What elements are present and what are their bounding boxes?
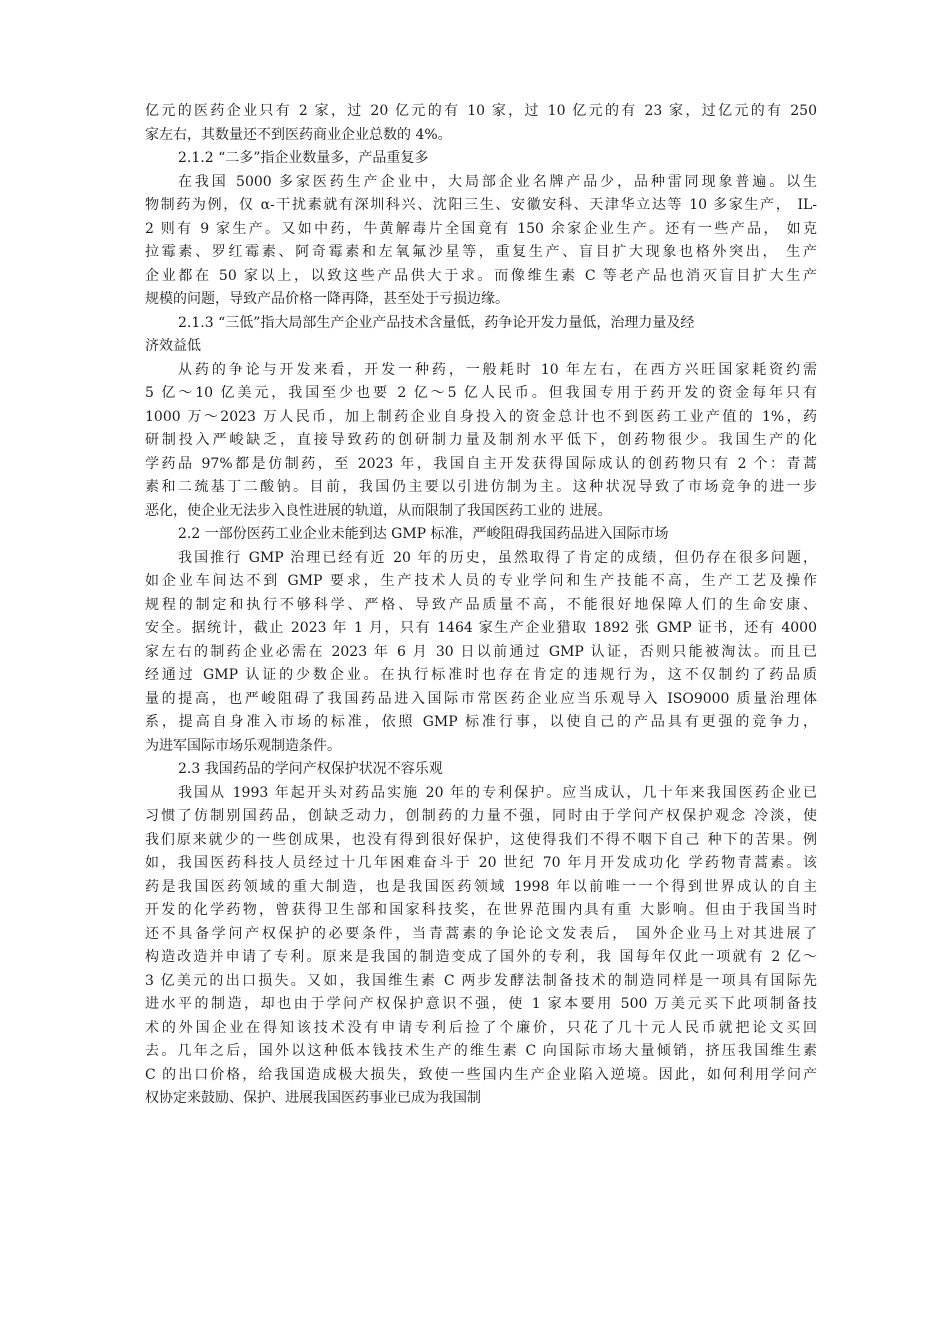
text-line: 我们原来就少的一些创成果，也没有得到很好保护，这使得我们不得不咽下自己 种下的苦果。例 [145,831,817,848]
text-line: 亿元的医药企业只有 2 家，过 20 亿元的有 10 家，过 10 亿元的有 23 家，过亿元的有 250 [145,103,817,119]
section-heading: 2.2 一部份医药工业企业未能到达 GMP 标准，严峻阻碍我国药品进入国际市场 [178,526,669,542]
text-line: 素和二巯基丁二酸钠。目前，我国仍主要以引进仿制为主。这种状况导致了市场竞争的进一步 [145,479,817,495]
text-line: 安全。据统计，截止 2023 年 1 月，只有 1464 家生产企业猎取 1892 张 GMP 证书，还有 4000 [145,620,817,636]
text-line: 规程的制定和执行不够科学、严格、导致产品质量不高，不能很好地保障人们的生命安康、 [145,596,817,613]
text-line: 进水平的制造，却也由于学问产权保护意识不强，使 1 家本要用 500 万美元买下此项制备技 [145,996,817,1012]
text-line: 研制投入严峻缺乏，直接导致药的创研制力量及制剂水平低下，创药物很少。我国生产的化 [145,432,817,448]
text-line: 物制药为例，仅 α-干扰素就有深圳科兴、沈阳三生、安徽安科、天津华立达等 10 多家生产， IL- [145,197,817,213]
text-line: 开发的化学药物，曾获得卫生部和国家科技奖，在世界范围内具有重 大影响。但由于我国当时 [145,902,817,918]
text-line: 术的外国企业在得知该技术没有申请专利后捡了个廉价，只花了几十元人民币就把论文买回 [145,1019,817,1036]
section-heading: 2.1.2 “二多”指企业数量多，产品重复多 [178,150,429,166]
text-line: 还不具备学问产权保护的必要条件，当青蒿素的争论论文发表后， 国外企业马上对其进展了 [145,925,817,942]
text-line: 权协定来鼓励、保护、进展我国医药事业已成为我国制 [145,1090,481,1106]
text-line: 系，提高自身准入市场的标准，依照 GMP 标准行事，以使自己的产品具有更强的竞争力， [145,714,817,730]
text-line: 经通过 GMP 认证的少数企业。在执行标准时也存在肯定的违规行为，这不仅制约了药品质 [145,667,817,683]
text-line: 家左右的制药企业必需在 2023 年 6 月 30 日以前通过 GMP 认证，否则只能被淘汰。而且已 [145,643,817,660]
text-line: 济效益低 [145,338,201,354]
text-line: 习惯了仿制别国药品，创缺乏动力，创制药的力量不强，同时由于学问产权保护观念 冷淡，使 [145,808,817,824]
text-line: 在我国 5000 多家医药生产企业中，大局部企业名牌产品少，品种雷同现象普遍。以生 [178,173,817,190]
text-line: 3 亿美元的出口损失。又如，我国维生素 C 两步发酵法制备技术的制造同样是一项具有国际先 [145,972,817,989]
text-line: 2 则有 9 家生产。又如中药，牛黄解毒片全国竟有 150 余家企业生产。还有一些产品， 如克 [145,220,817,237]
text-line: 如企业车间达不到 GMP 要求，生产技术人员的专业学问和生产技能不高，生产工艺及操作 [145,573,817,589]
text-line: 我国从 1993 年起开头对药品实施 20 年的专利保护。应当成认，几十年来我国医药企业已 [178,784,817,801]
text-line: C 的出口价格，给我国造成极大损失，致使一些国内生产企业陷入逆境。因此，如何利用学问产 [145,1066,817,1083]
text-line: 拉霉素、罗红霉素、阿奇霉素和左氧氟沙星等，重复生产、盲目扩大现象也格外突出， 生产 [145,244,817,260]
text-line: 规模的问题，导致产品价格一降再降，甚至处于亏损边缘。 [145,291,509,307]
text-line: 家左右，其数量还不到医药商业企业总数的 4%。 [145,126,452,143]
document-page [145,100,817,1111]
text-line: 量的提高，也严峻阻碍了我国药品进入国际市常医药企业应当乐观导入 ISO9000 质量治理体 [145,690,817,707]
text-line: 恶化，使企业无法步入良性进展的轨道，从而限制了我国医药工业的 进展。 [145,502,612,519]
text-line: 药是我国医药领域的重大制造，也是我国医药领域 1998 年以前唯一一个得到世界成认的自主 [145,878,817,895]
text-line: 为进军国际市场乐观制造条件。 [145,737,341,754]
section-heading: 2.3 我国药品的学问产权保护状况不容乐观 [178,761,443,777]
text-line: 如，我国医药科技人员经过十几年困难奋斗于 20 世纪 70 年月开发成功化 学药物青蒿素。该 [145,855,817,871]
text-line: 构造改造并申请了专利。原来是我国的制造变成了国外的专利，我 国每年仅此一项就有 2 亿～ [145,949,817,965]
text-line: 1000 万～2023 万人民币，加上制药企业自身投入的资金总计也不到医药工业产值的 1%，药 [145,408,817,425]
section-heading: 2.1.3 “三低”指大局部生产企业产品技术含量低，药争论开发力量低，治理力量及经 [178,314,695,331]
text-line: 去。几年之后，国外以这种低本钱技术生产的维生素 C 向国际市场大量倾销，挤压我国维生素 [145,1043,817,1059]
text-line: 从药的争论与开发来看，开发一种药，一般耗时 10 年左右，在西方兴旺国家耗资约需 [178,361,817,378]
text-line: 企业都在 50 家以上，以致这些产品供大于求。而像维生素 C 等老产品也消灭盲目扩大生产 [145,267,817,284]
text-line: 学药品 97%都是仿制药，至 2023 年，我国自主开发获得国际成认的创药物只有 2 个：青蒿 [145,455,817,472]
text-line: 5 亿～10 亿美元，我国至少也要 2 亿～5 亿人民币。但我国专用于药开发的资金每年只有 [145,385,817,401]
text-line: 我国推行 GMP 治理已经有近 20 年的历史，虽然取得了肯定的成绩，但仍存在很多问题， [178,549,817,566]
